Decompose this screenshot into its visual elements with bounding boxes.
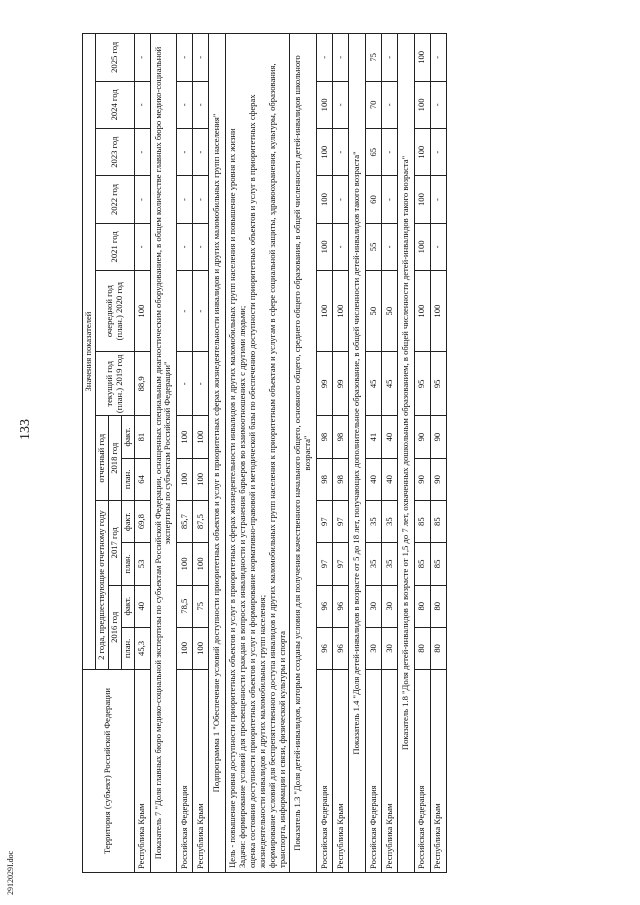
value-cell: 95 <box>430 352 446 416</box>
value-cell: 40 <box>366 458 382 500</box>
value-cell: 100 <box>333 271 349 352</box>
value-cell: 85 <box>414 501 430 543</box>
value-cell: 100 <box>414 223 430 270</box>
value-cell: 100 <box>177 416 193 458</box>
value-cell: 97 <box>317 543 333 585</box>
value-cell: - <box>333 81 349 128</box>
value-cell: - <box>193 129 209 176</box>
value-cell: 100 <box>193 458 209 500</box>
value-cell: 53 <box>134 543 150 585</box>
value-cell: - <box>430 34 446 82</box>
value-cell: 98 <box>333 458 349 500</box>
territory-cell: Республика Крым <box>134 670 150 873</box>
value-cell: - <box>177 271 193 352</box>
value-cell: 100 <box>177 543 193 585</box>
value-cell: - <box>177 34 193 82</box>
rotated-table-container <box>82 33 622 873</box>
value-cell: - <box>134 34 150 82</box>
indicator-row <box>290 34 317 873</box>
value-cell: 95 <box>414 352 430 416</box>
value-cell: - <box>430 81 446 128</box>
value-cell: 80 <box>414 627 430 669</box>
value-cell: 90 <box>430 458 446 500</box>
value-cell: - <box>333 176 349 223</box>
territory-cell: Республика Крым <box>193 670 209 873</box>
value-cell: 81 <box>134 416 150 458</box>
value-cell: 35 <box>366 501 382 543</box>
value-cell: 96 <box>333 627 349 669</box>
header-fact: факт. <box>121 585 134 627</box>
territory-cell: Республика Крым <box>333 670 349 873</box>
table-row <box>134 34 150 873</box>
territory-cell: Российская Федерация <box>177 670 193 873</box>
table-row <box>317 34 333 873</box>
page-number-text: 133 <box>18 419 33 440</box>
header-2016: 2016 год <box>108 585 121 670</box>
value-cell: 65 <box>366 129 382 176</box>
value-cell: - <box>193 223 209 270</box>
value-cell: - <box>430 176 446 223</box>
value-cell: 55 <box>366 223 382 270</box>
value-cell: - <box>193 81 209 128</box>
value-cell: 100 <box>317 129 333 176</box>
value-cell: - <box>177 129 193 176</box>
value-cell: 90 <box>414 416 430 458</box>
header-plan: план. <box>121 543 134 585</box>
value-cell: - <box>333 223 349 270</box>
value-cell: - <box>382 223 398 270</box>
value-cell: 100 <box>193 416 209 458</box>
value-cell: 99 <box>333 352 349 416</box>
value-cell: 80 <box>414 585 430 627</box>
header-2023: 2023 год <box>95 129 134 176</box>
header-next-year: очередной год (план.) 2020 год <box>95 271 134 352</box>
value-cell: - <box>193 176 209 223</box>
value-cell: 45,3 <box>134 627 150 669</box>
territory-cell: Российская Федерация <box>366 670 382 873</box>
value-cell: 45 <box>366 352 382 416</box>
header-territory: Территория (субъект) Российской Федерации <box>83 670 135 873</box>
subprogram-row <box>209 34 226 873</box>
value-cell: 87,5 <box>193 501 209 543</box>
value-cell: 41 <box>366 416 382 458</box>
table-row <box>414 34 430 873</box>
value-cell: - <box>193 34 209 82</box>
value-cell: 98 <box>317 458 333 500</box>
value-cell: 100 <box>414 129 430 176</box>
value-cell: - <box>177 223 193 270</box>
value-cell: 40 <box>382 458 398 500</box>
header-2017: 2017 год <box>108 501 121 586</box>
value-cell: 97 <box>317 501 333 543</box>
value-cell: 40 <box>134 585 150 627</box>
territory-cell: Российская Федерация <box>414 670 430 873</box>
subprogram-title: Подпрограмма 1 "Обеспечение условий доступности приоритетных объектов и услуг в приоритетных сферах жизнедеятельности инвалидов и других маломобильных групп населения" <box>209 34 226 873</box>
value-cell: - <box>193 271 209 352</box>
indicator-7-title: Показатель 7 "Доля главных бюро медико-социальной экспертизы по субъектам Российской Федерации, оснащенных специальным диагностическим оборудованием, в общем количестве главных бюро медико-социальной экспертизы по субъектам Российской Федерации" <box>150 34 177 873</box>
value-cell: 100 <box>414 176 430 223</box>
value-cell: 96 <box>317 627 333 669</box>
value-cell: 85 <box>430 501 446 543</box>
indicator-1-3-title: Показатель 1.3 "Доля детей-инвалидов, которым созданы условия для получения качественного начального общего, основного общего, среднего общего образования, в общей численности детей-инвалидов школьного возраста" <box>290 34 317 873</box>
value-cell: 30 <box>366 585 382 627</box>
table-row <box>366 34 382 873</box>
header-2025: 2025 год <box>95 34 134 82</box>
value-cell: 100 <box>317 271 333 352</box>
table-row <box>177 34 193 873</box>
value-cell: - <box>382 81 398 128</box>
table-row <box>333 34 349 873</box>
value-cell: 85 <box>414 543 430 585</box>
header-values: Значения показателей <box>83 34 96 670</box>
value-cell: 99 <box>317 352 333 416</box>
header-plan: план. <box>121 458 134 500</box>
value-cell: 78,5 <box>177 585 193 627</box>
goal-and-tasks-text: Цель - повышение уровня доступности приоритетных объектов и услуг в приоритетных сферах жизнедеятельности инвалидов и других маломобильных групп населения и повышение уровня их жизни Задачи: формирование условий для просвещенности граждан в вопросах инвалидности и устранения барьеров во взаимоотношениях с другими людьми; оценка состояния доступности приоритетных объектов и услуг и формирование нормативно-правовой и методической базы по обеспечению доступности приоритетных объектов и услуг в приоритетных сферах жизнедеятельности инвалидов и других маломобильных групп населения; формирование условий для беспрепятственного доступа инвалидов и других маломобильных групп населения к приоритетным объектам и услугам в сфере социальной защиты, здравоохранения, культуры, образования, транспорта, информации и связи, физической культуры и спорта <box>226 34 290 873</box>
value-cell: - <box>430 129 446 176</box>
territory-cell: Российская Федерация <box>317 670 333 873</box>
value-cell: - <box>134 176 150 223</box>
value-cell: 100 <box>317 176 333 223</box>
header-2021: 2021 год <box>95 223 134 270</box>
value-cell: 64 <box>134 458 150 500</box>
value-cell: 69,8 <box>134 501 150 543</box>
value-cell: 85 <box>430 543 446 585</box>
value-cell: 35 <box>382 543 398 585</box>
value-cell: 100 <box>414 34 430 82</box>
indicator-row <box>398 34 415 873</box>
value-cell: 75 <box>366 34 382 82</box>
territory-cell: Республика Крым <box>382 670 398 873</box>
header-current-year: текущий год (план.) 2019 год <box>95 352 134 416</box>
value-cell: - <box>333 34 349 82</box>
value-cell: 100 <box>414 271 430 352</box>
value-cell: 45 <box>382 352 398 416</box>
table-row <box>193 34 209 873</box>
value-cell: 50 <box>366 271 382 352</box>
value-cell: - <box>382 129 398 176</box>
value-cell: 100 <box>430 271 446 352</box>
value-cell: 35 <box>366 543 382 585</box>
header-reporting-year: отчетный год <box>95 416 108 501</box>
header-plan: план. <box>121 627 134 669</box>
value-cell: 100 <box>177 627 193 669</box>
file-name-text: 2912029I.doc <box>6 850 15 895</box>
value-cell: 60 <box>366 176 382 223</box>
value-cell: 100 <box>177 458 193 500</box>
indicator-1-8-title: Показатель 1.8 "Доля детей-инвалидов в возрасте от 1,5 до 7 лет, охваченных дошкольным образованием, в общей численности детей-инвалидов такого возраста" <box>398 34 415 873</box>
indicator-row <box>349 34 366 873</box>
value-cell: - <box>177 176 193 223</box>
value-cell: 100 <box>317 81 333 128</box>
header-fact: факт. <box>121 501 134 543</box>
header-2024: 2024 год <box>95 81 134 128</box>
value-cell: - <box>382 34 398 82</box>
indicator-1-4-title: Показатель 1.4 "Доля детей-инвалидов в возрасте от 5 до 18 лет, получающих дополнительное образование, в общей численности детей-инвалидов такого возраста" <box>349 34 366 873</box>
header-two-years-prior: 2 года, предшествующие отчетному году <box>95 501 108 670</box>
value-cell: 100 <box>317 223 333 270</box>
value-cell: 96 <box>333 585 349 627</box>
value-cell: 97 <box>333 543 349 585</box>
value-cell: 40 <box>382 416 398 458</box>
header-fact: факт. <box>121 416 134 458</box>
indicators-table <box>82 33 447 873</box>
value-cell: - <box>430 223 446 270</box>
value-cell: 100 <box>134 271 150 352</box>
value-cell: - <box>134 223 150 270</box>
value-cell: 97 <box>333 501 349 543</box>
value-cell: 90 <box>414 458 430 500</box>
value-cell: 80 <box>430 627 446 669</box>
value-cell: 85,7 <box>177 501 193 543</box>
table-row <box>382 34 398 873</box>
value-cell: 100 <box>414 81 430 128</box>
indicator-row <box>150 34 177 873</box>
table-row <box>430 34 446 873</box>
goal-tasks-row <box>226 34 290 873</box>
value-cell: 30 <box>382 627 398 669</box>
value-cell: 100 <box>193 627 209 669</box>
value-cell: 50 <box>382 271 398 352</box>
value-cell: 100 <box>193 543 209 585</box>
value-cell: 30 <box>382 585 398 627</box>
value-cell: - <box>333 129 349 176</box>
value-cell: 75 <box>193 585 209 627</box>
value-cell: - <box>177 81 193 128</box>
value-cell: - <box>177 352 193 416</box>
value-cell: - <box>382 176 398 223</box>
value-cell: 98 <box>317 416 333 458</box>
territory-cell: Республика Крым <box>430 670 446 873</box>
value-cell: 88,9 <box>134 352 150 416</box>
value-cell: 90 <box>430 416 446 458</box>
header-2022: 2022 год <box>95 176 134 223</box>
value-cell: - <box>317 34 333 82</box>
value-cell: 80 <box>430 585 446 627</box>
value-cell: 35 <box>382 501 398 543</box>
value-cell: - <box>134 81 150 128</box>
value-cell: - <box>134 129 150 176</box>
value-cell: 98 <box>333 416 349 458</box>
value-cell: - <box>193 352 209 416</box>
header-2018: 2018 год <box>108 416 121 501</box>
value-cell: 70 <box>366 81 382 128</box>
value-cell: 30 <box>366 627 382 669</box>
value-cell: 96 <box>317 585 333 627</box>
